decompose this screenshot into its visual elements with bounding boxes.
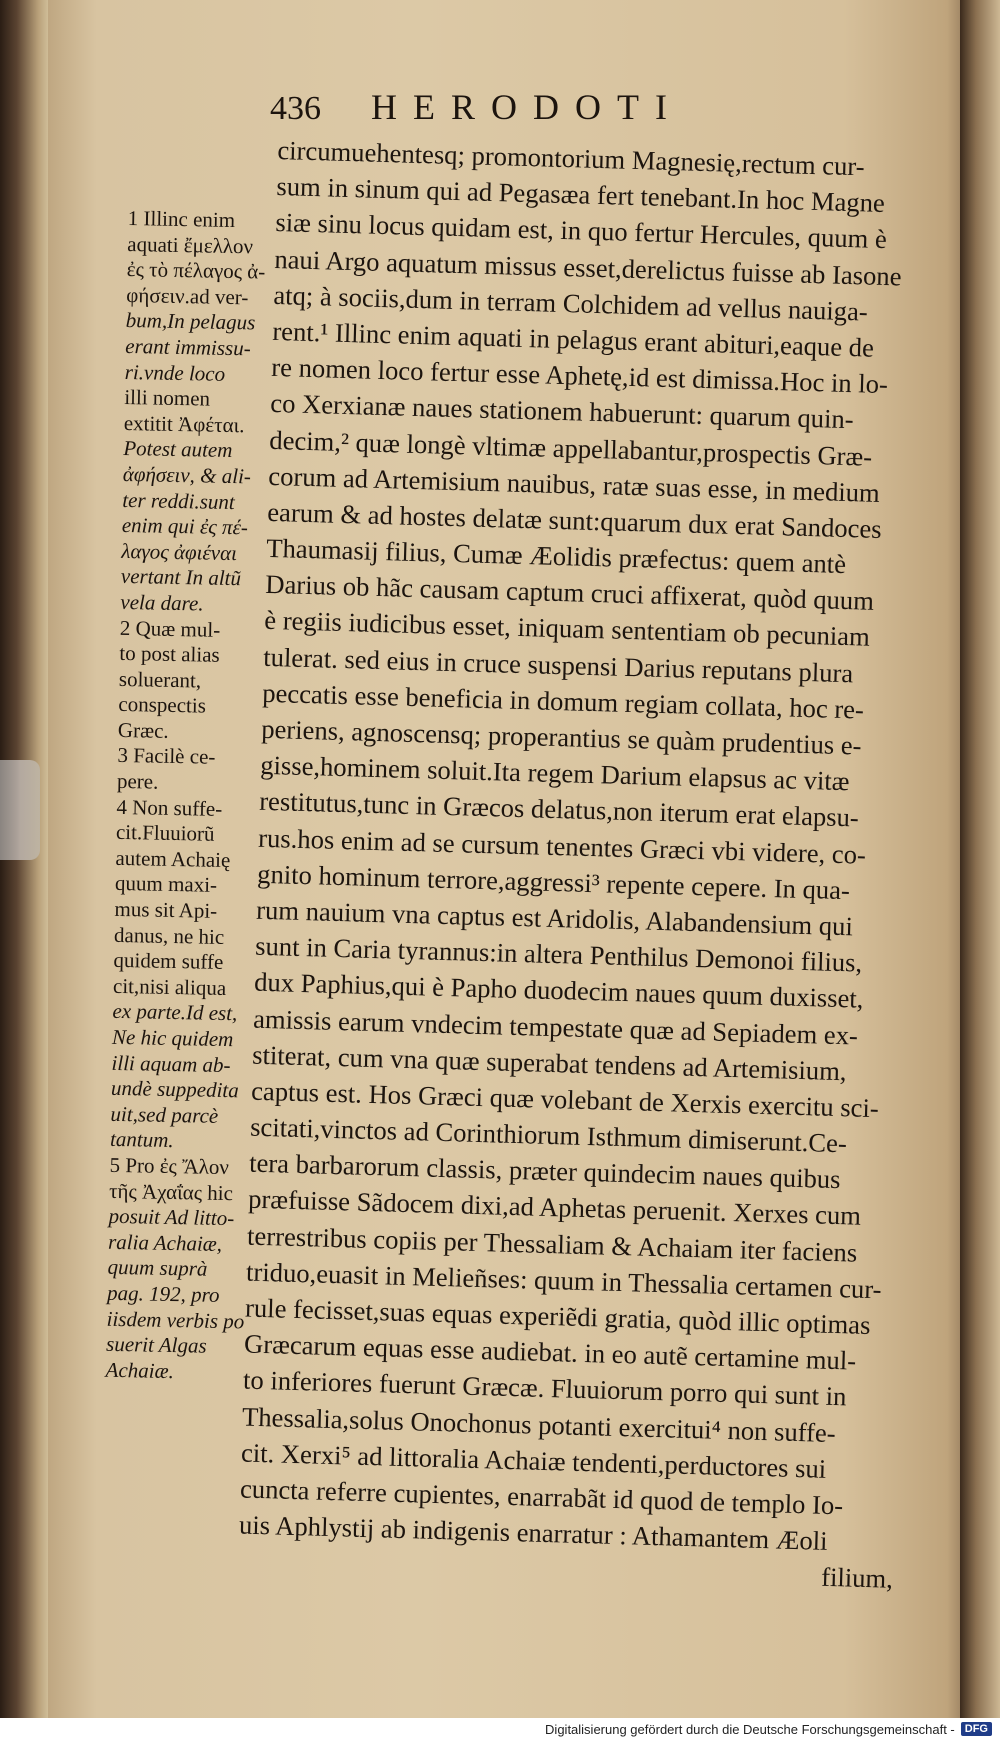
text-line: co Xerxianæ naues stationem habuerunt: quarum quin- (270, 388, 855, 435)
text-line: earum & ad hostes delatæ sunt:quarum dux erat Sandoces (266, 496, 883, 544)
margin-note-line: quidem suffe (113, 948, 224, 975)
text-line: rus.hos enim ad se cursum tenentes Græci vbi videre, co- (257, 822, 867, 870)
margin-note-line: 3 Facilè ce- (117, 743, 216, 770)
margin-note-line: quum maxi- (114, 871, 218, 898)
text-line: gnito hominum terrore,aggressi³ repente cepere. In qua- (256, 858, 851, 906)
text-line: atq; à sociis,dum in terram Colchidem ad vellus nauiga- (273, 279, 869, 327)
margin-note-line: ralia Achaiæ, (107, 1229, 223, 1256)
text-line: uis Aphlystij ab indigenis enarratur : Athamantem Æoli (238, 1509, 828, 1557)
text-line: Thessalia,solus Onochonus potanti exercitui⁴ non suffe- (241, 1401, 837, 1448)
margin-note-line: extitit Ἀφέται. (123, 410, 245, 438)
text-line: gisse,hominem soluit.Ita regem Darium elapsus ac vitæ (259, 749, 850, 797)
text-line: cuncta referre cupientes, enarrabãt id quod de templo Io- (239, 1473, 844, 1521)
margin-note-line: τῆς Ἀχαΐας hic (108, 1178, 234, 1205)
text-line: scitati,vinctos ad Corinthiorum Isthmum dimiserunt.Ce- (249, 1111, 848, 1159)
margin-note-line: illi aquam ab- (111, 1050, 231, 1077)
margin-note-line: mus sit Api- (114, 896, 218, 923)
margin-note-line: aquati ἔμελλον (127, 231, 254, 259)
margin-note-line: λαγος ἀφιέναι (121, 538, 238, 565)
margin-note-line: conspectis (118, 692, 207, 718)
text-line: circumuehentesq; promontorium Magnesię,rectum cur- (277, 134, 865, 182)
margin-note-line: Potest autem (123, 436, 233, 463)
margin-note-line: suerit Algas (105, 1331, 207, 1358)
margin-note-line: posuit Ad litto- (108, 1203, 235, 1231)
margin-note-line: danus, ne hic (113, 922, 225, 949)
text-line: restitutus,tunc in Græcos delatus,non iterum erat elapsu- (258, 786, 860, 833)
text-line: Darius ob hãc causam captum cruci affixerat, quòd quum (264, 569, 875, 617)
text-line: stiterat, cum vna quæ superabat tendens ad Artemisium, (251, 1039, 847, 1086)
margin-note-line: undè suppedita (110, 1076, 240, 1103)
text-line: rent.¹ Illinc enim aquati in pelagus erant abituri,eaque de (272, 315, 875, 363)
margin-note-line: vela dare. (120, 589, 204, 616)
margin-note-line: ἐς τὸ πέλαγος ἀ- (126, 257, 266, 284)
margin-note-line: soluerant, (118, 666, 202, 693)
margin-note-line: autem Achaię (115, 845, 231, 872)
margin-note-line: ri.vnde loco (124, 359, 226, 386)
margin-note-line: to post alias (119, 641, 220, 667)
text-line: rule fecisset,suas equas experiẽdi gratia, quòd illic optimas (244, 1292, 871, 1341)
margin-note-line: pag. 192, pro (106, 1280, 220, 1307)
text-line: sum in sinum qui ad Pegasæa fert tenebant.In hoc Magne (276, 171, 886, 219)
text-line: sunt in Caria tyrannus:in altera Penthilus Demonoi filius, (254, 930, 863, 978)
margin-note-line: illi nomen (124, 385, 211, 411)
text-line: siæ sinu locus quidam est, in quo fertur Hercules, quum è (275, 207, 888, 255)
footer-credit: Digitalisierung gefördert durch die Deutsche Forschungsgemeinschaft - (545, 1721, 955, 1737)
margin-note-line: 5 Pro ἐς Ἄλον (109, 1152, 230, 1180)
text-line: Thaumasij filius, Cumæ Æolidis præfectus: quem antè (265, 532, 847, 580)
margin-note-line: cit.Fluuiorũ (115, 820, 215, 847)
margin-note-line: ter reddi.sunt (122, 487, 235, 514)
main-text-column (238, 132, 933, 1597)
margin-note-line: Græc. (117, 717, 169, 743)
text-line: præfuisse Sãdocem dixi,ad Aphetas peruenit. Xerxes cum (247, 1184, 862, 1232)
margin-notes-column (105, 206, 278, 1386)
text-line: amissis earum vndecim tempestate quæ ad Sepiadem ex- (252, 1003, 859, 1051)
text-line: Græcarum equas esse audiebat. in eo autẽ certamine mul- (243, 1328, 857, 1376)
margin-note-line: ex parte.Id est, (112, 999, 238, 1026)
text-line: decim,² quæ longè vltimæ appellabantur,prospectis Græ- (268, 424, 873, 472)
footer-credit-bar (0, 1718, 1000, 1740)
text-line: tulerat. sed eius in cruce suspensi Darius reputans plura (262, 641, 854, 688)
margin-note-line: bum,In pelagus (125, 308, 256, 335)
margin-note-line: iisdem verbis po (106, 1306, 245, 1333)
text-line: peccatis esse beneficia in domum regiam collata, hoc re- (261, 677, 865, 725)
margin-note-line: φήσειν.ad ver- (126, 282, 249, 310)
margin-note-line: 4 Non suffe- (116, 794, 223, 821)
book-gutter-right (960, 0, 1000, 1718)
text-line: to inferiores fuerunt Græcæ. Fluuiorum porro qui sunt in (242, 1364, 847, 1412)
text-line: rum nauium vna captus est Aridolis, Alabandensium qui (255, 894, 854, 942)
margin-note-line: erant immissu- (125, 333, 251, 361)
text-line: re nomen loco fertur esse Aphetę,id est dimissa.Hoc in lo- (271, 352, 889, 400)
margin-note-line: vertant In altũ (120, 564, 242, 591)
running-head (270, 86, 790, 128)
margin-note-line: Achaiæ. (105, 1357, 175, 1383)
text-line: terrestribus copiis per Thessaliam & Achaiam iter faciens (246, 1220, 858, 1268)
text-line: triduo,euasit in Melieñses: quum in Thessalia certamen cur- (245, 1256, 882, 1305)
text-line: captus est. Hos Græci quæ volebant de Xerxis exercitu sci- (250, 1075, 880, 1124)
margin-note-line: cit,nisi aliqua (112, 973, 227, 1000)
text-line: tera barbarorum classis, præter quindecim naues quibus (248, 1147, 841, 1195)
margin-note-line: tantum. (109, 1127, 174, 1153)
margin-note-line: 1 Illinc enim (127, 206, 236, 233)
page-title: HERODOTI (371, 87, 683, 127)
margin-note-line: enim qui ἐς πέ- (121, 513, 249, 540)
text-line: è regiis iudicibus esset, iniquam sententiam ob pecuniam (263, 605, 871, 653)
margin-note-line: pere. (116, 768, 159, 794)
text-line: periens, agnoscensq; properantius se quàm prudentius e- (260, 713, 862, 761)
dfg-logo: DFG (961, 1722, 992, 1736)
margin-note-line: ἀφήσειν, & ali- (122, 461, 252, 489)
text-line: naui Argo aquatum missus esset,derelictus fuisse ab Iasone (274, 243, 902, 292)
text-line: corum ad Artemisium nauibus, ratæ suas esse, in medium (267, 460, 881, 508)
margin-note-line: 2 Quæ mul- (119, 615, 221, 642)
margin-note-line: uit,sed parcè (110, 1101, 219, 1128)
text-line: dux Paphius,qui è Papho duodecim naues quum duxisset, (253, 966, 864, 1014)
page-clip (0, 760, 40, 860)
text-line: filium, (820, 1562, 894, 1595)
margin-note-line: Ne hic quidem (111, 1024, 234, 1052)
margin-note-line: quum suprà (107, 1255, 208, 1282)
page-number: 436 (270, 90, 321, 127)
text-line: cit. Xerxi⁵ ad littoralia Achaiæ tendenti,perductores sui (240, 1437, 827, 1484)
